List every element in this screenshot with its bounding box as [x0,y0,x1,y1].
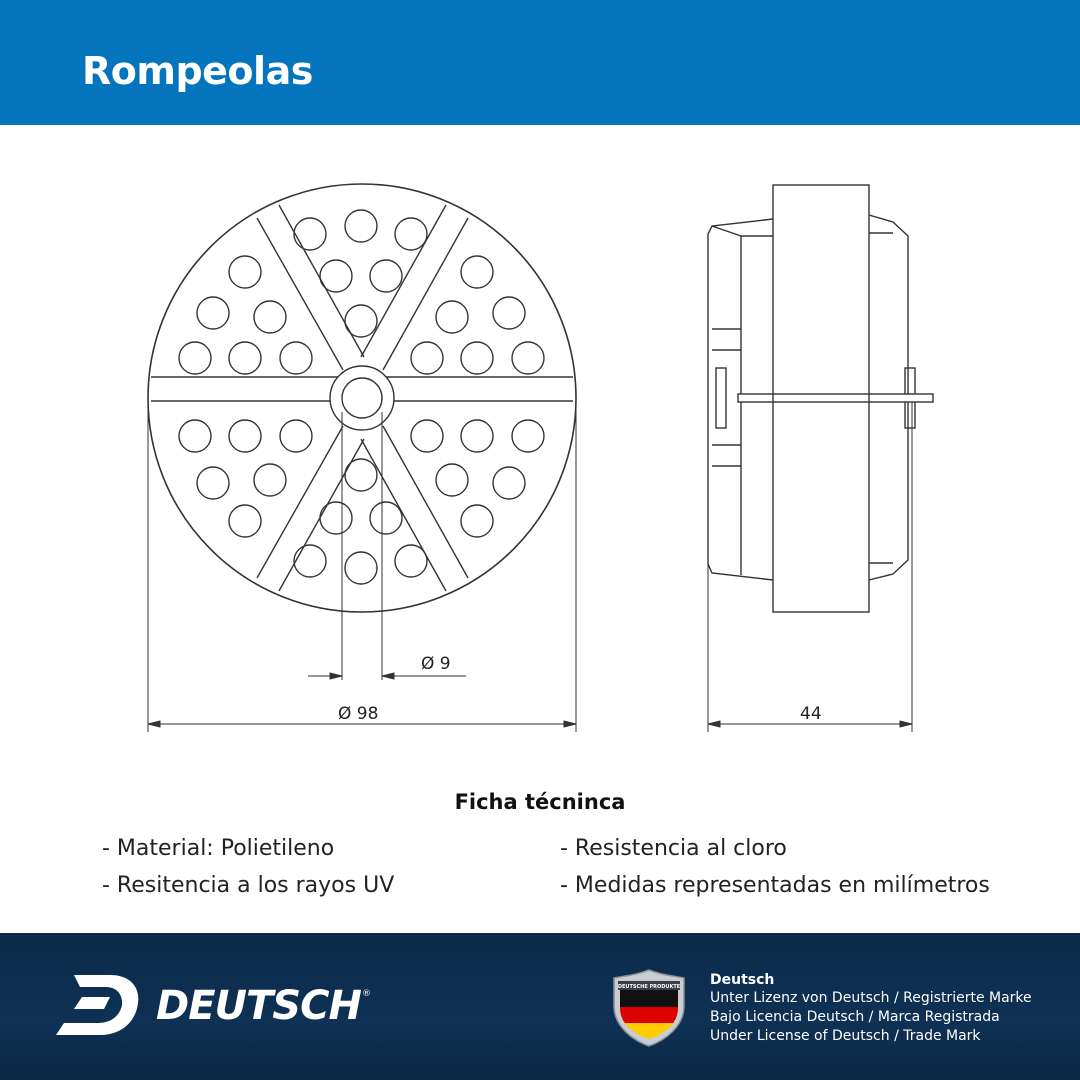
spec-item: - Material: Polietileno [102,836,335,861]
perforation-hole [411,342,443,374]
registered-mark: ® [362,989,371,999]
german-quality-badge-icon [612,968,686,1048]
side-view [708,185,933,612]
footer [0,933,1080,1080]
technical-drawing [0,125,1080,765]
badge-text: DEUTSCHE PRODUKTE [617,984,681,990]
perforation-hole [254,464,286,496]
perforation-hole [345,552,377,584]
perforation-hole [461,420,493,452]
perforation-hole [229,420,261,452]
perforation-hole [370,502,402,534]
perforation-hole [345,305,377,337]
front-view [148,184,576,612]
perforation-hole [229,256,261,288]
deutsch-logo-icon [52,973,142,1039]
perforation-hole [395,218,427,250]
perforation-hole [512,420,544,452]
perforation-hole [229,505,261,537]
perforation-hole [395,545,427,577]
perforation-hole [461,256,493,288]
perforation-hole [280,420,312,452]
spec-item: - Resistencia al cloro [560,836,787,861]
page-title: Rompeolas [82,49,313,93]
perforation-hole [512,342,544,374]
perforation-hole [280,342,312,374]
perforation-hole [320,260,352,292]
license-line: Under License of Deutsch / Trade Mark [710,1028,981,1044]
hole-diameter-label: Ø 9 [421,654,451,674]
outer-diameter-label: Ø 98 [338,704,379,724]
perforation-hole [197,467,229,499]
spec-item: - Medidas representadas en milímetros [560,873,990,898]
perforation-hole [370,260,402,292]
spec-item: - Resitencia a los rayos UV [102,873,395,898]
perforation-hole [229,342,261,374]
license-line: Unter Lizenz von Deutsch / Registrierte Marke [710,990,1032,1006]
perforation-hole [294,218,326,250]
brand-name: DEUTSCH [156,983,361,1029]
specs-title: Ficha técninca [454,790,626,814]
perforation-hole [493,467,525,499]
perforation-hole [320,502,352,534]
perforation-hole [436,464,468,496]
perforation-hole [294,545,326,577]
header-banner [0,0,1080,125]
license-title: Deutsch [710,972,775,988]
perforation-hole [493,297,525,329]
perforation-hole [436,301,468,333]
perforation-hole [411,420,443,452]
perforation-hole [461,342,493,374]
perforation-hole [345,210,377,242]
perforation-hole [179,342,211,374]
perforation-hole [197,297,229,329]
perforation-hole [345,459,377,491]
perforation-hole [179,420,211,452]
perforation-hole [254,301,286,333]
perforation-hole [461,505,493,537]
width-label: 44 [800,704,822,724]
license-line: Bajo Licencia Deutsch / Marca Registrada [710,1009,1000,1025]
